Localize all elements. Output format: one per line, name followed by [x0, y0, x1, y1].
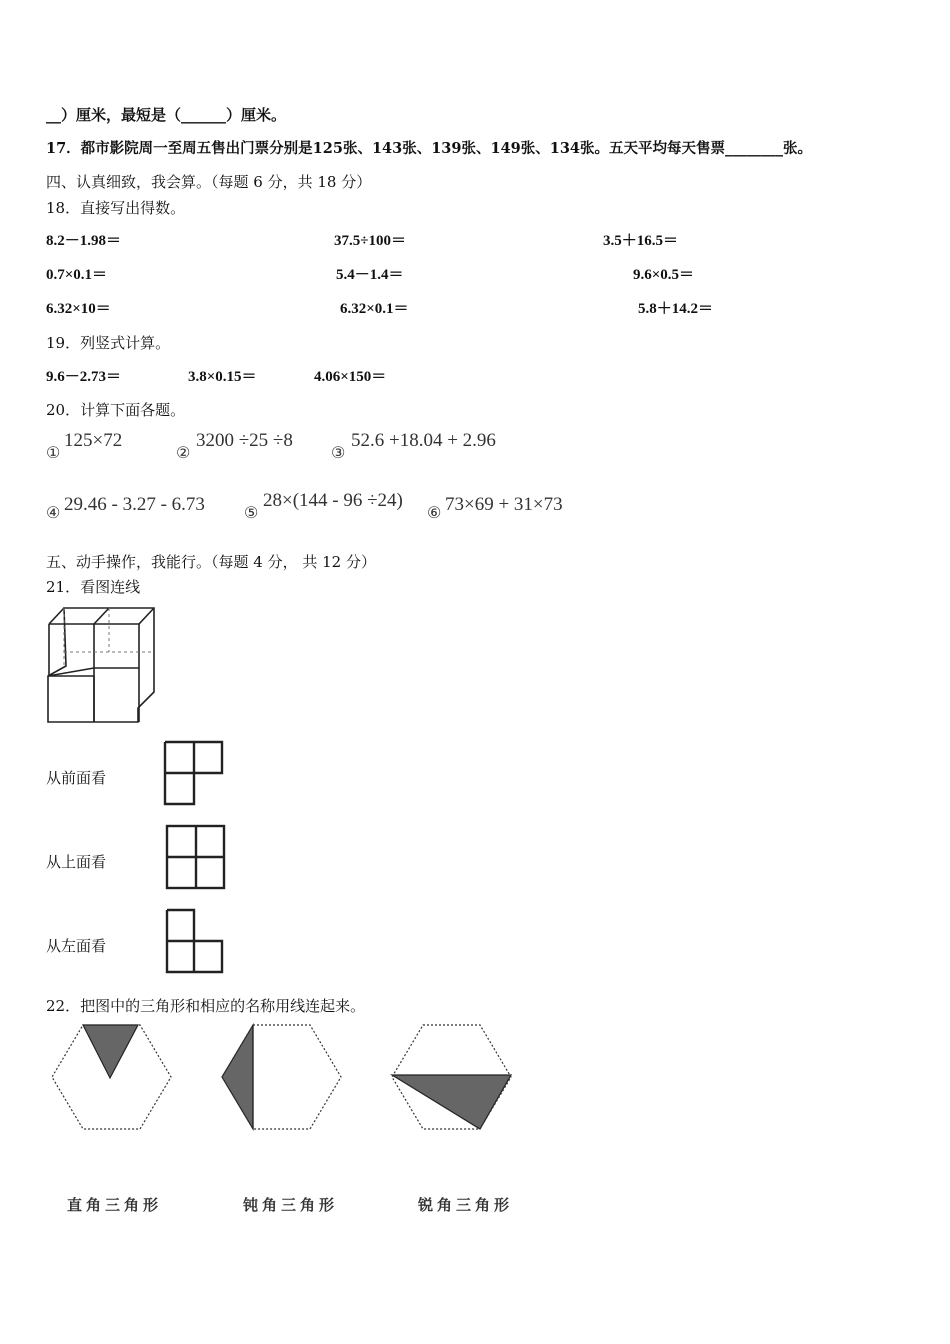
q18-item-8: 6.32×0.1＝ — [340, 301, 409, 317]
q20-expr-4: 29.46 - 3.27 - 6.73 — [64, 494, 205, 515]
q20-num-5: ⑤ — [244, 503, 259, 522]
q18-item-7: 6.32×10＝ — [46, 301, 111, 317]
q18-item-9: 5.8＋14.2＝ — [638, 301, 714, 317]
label-acute-triangle: 锐角三角形 — [418, 1196, 514, 1214]
hexagon-triangle-1 — [50, 1022, 175, 1132]
q20-expr-3: 52.6 +18.04 + 2.96 — [351, 430, 496, 451]
question-20-title: 20．计算下面各题。 — [46, 401, 186, 419]
section-5-heading: 五、动手操作，我能行。（每题 4 分， 共 12 分） — [46, 553, 376, 571]
q20-expr-6: 73×69 + 31×73 — [445, 494, 563, 515]
question-22-title: 22．把图中的三角形和相应的名称用线连起来。 — [46, 997, 366, 1015]
q20-num-6: ⑥ — [427, 503, 442, 522]
continued-line: __）厘米，最短是（______）厘米。 — [46, 106, 287, 124]
label-right-triangle: 直角三角形 — [67, 1196, 163, 1214]
q18-item-1: 8.2－1.98＝ — [46, 233, 122, 249]
q18-item-6: 9.6×0.5＝ — [633, 267, 695, 283]
q19-item-1: 9.6－2.73＝ — [46, 369, 122, 385]
q20-expr-2: 3200 ÷25 ÷8 — [196, 430, 293, 451]
left-view-grid — [166, 909, 224, 973]
q18-item-5: 5.4－1.4＝ — [336, 267, 404, 283]
question-21-title: 21．看图连线 — [46, 578, 141, 596]
q20-expr-5: 28×(144 - 96 ÷24) — [263, 490, 403, 511]
front-view-grid — [164, 741, 224, 805]
label-obtuse-triangle: 钝角三角形 — [243, 1196, 339, 1214]
hexagon-triangle-2 — [220, 1022, 345, 1132]
view-label-front: 从前面看 — [46, 769, 107, 787]
cube-stack-figure — [46, 608, 156, 723]
q20-num-3: ③ — [331, 443, 346, 462]
top-view-grid — [166, 825, 226, 889]
q20-num-4: ④ — [46, 503, 61, 522]
view-label-left: 从左面看 — [46, 937, 107, 955]
section-4-heading: 四、认真细致，我会算。（每题 6 分，共 18 分） — [46, 173, 372, 191]
q19-item-2: 3.8×0.15＝ — [188, 369, 257, 385]
view-label-top: 从上面看 — [46, 853, 107, 871]
q18-item-4: 0.7×0.1＝ — [46, 267, 108, 283]
question-18-title: 18．直接写出得数。 — [46, 199, 186, 217]
q18-item-2: 37.5÷100＝ — [334, 233, 406, 249]
question-19-title: 19．列竖式计算。 — [46, 334, 171, 352]
q20-num-1: ① — [46, 443, 61, 462]
q19-item-3: 4.06×150＝ — [314, 369, 387, 385]
q20-num-2: ② — [176, 443, 191, 462]
q20-expr-1: 125×72 — [64, 430, 123, 451]
q18-item-3: 3.5＋16.5＝ — [603, 233, 679, 249]
question-17: 17．都市影院周一至周五售出门票分别是125张、143张、139张、149张、134张。五天平均每天售票________张。 — [46, 140, 813, 157]
hexagon-triangle-3 — [390, 1022, 515, 1132]
